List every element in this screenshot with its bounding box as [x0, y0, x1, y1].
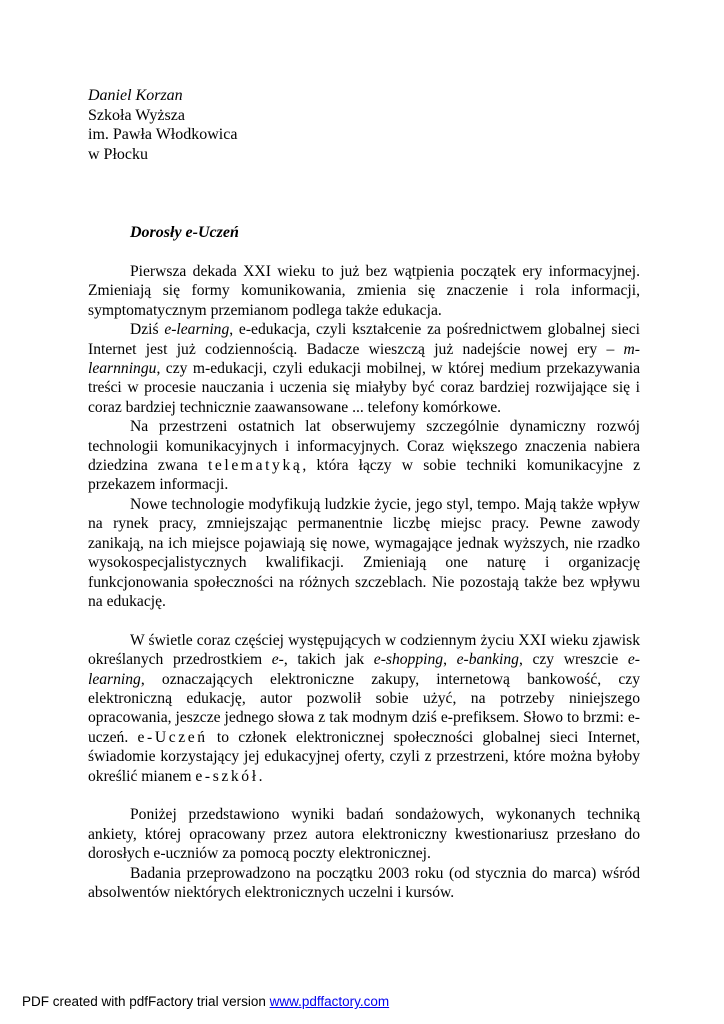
paragraph-2: Dziś e-learning, e-edukacja, czyli kształcenie za pośrednictwem globalnej sieci Internet jest już codziennością. Badacze wieszczą już nadejście nowej ery – m-learnningu, czy m-edukacji, czyli edukacji mobilnej, w której medium przekazywania treści w procesie nauczania i uczenia się miałyby być coraz bardziej rozwijające się i coraz bardziej technicznie zaawansowane ... telefony komórkowe.: [88, 321, 640, 416]
pdf-footer: [22, 994, 389, 1010]
paragraph-3: Na przestrzeni ostatnich lat obserwujemy szczególnie dynamiczny rozwój technologii komunikacyjnych i informacyjnych. Coraz większego znaczenia nabiera dziedzina zwana telematyką, która łączy w sobie techniki komunikacyjne z przekazem informacji.: [88, 418, 640, 494]
article-body: [88, 262, 640, 902]
author-city: w Płocku: [88, 145, 148, 163]
author-institution-line-1: Szkoła Wyższa: [88, 106, 185, 124]
paragraph-7: Badania przeprowadzono na początku 2003 roku (od stycznia do marca) wśród absolwentów niektórych elektronicznych uczelni i kursów.: [88, 864, 640, 901]
footer-text: PDF created with pdfFactory trial version: [22, 994, 270, 1009]
author-block: [88, 86, 237, 164]
paragraph-6: Poniżej przedstawiono wyniki badań sondażowych, wykonanych techniką ankiety, której opracowany przez autora elektroniczny kwestionariusz przesłano do dorosłych e-uczniów za pomocą poczty elektronicznej.: [88, 806, 640, 863]
pdffactory-link[interactable]: www.pdffactory.com: [269, 994, 390, 1009]
author-institution-line-2: im. Pawła Włodkowica: [88, 126, 238, 143]
paragraph-1: Pierwsza dekada XXI wieku to już bez wątpienia początek ery informacyjnej. Zmieniają się formy komunikowania, zmienia się znaczenie i rola informacji, symptomatycznym przemianom podlega także edukacja.: [88, 263, 640, 319]
author-name: Daniel Korzan: [88, 87, 183, 104]
paragraph-5: W świetle coraz częściej występujących w codziennym życiu XXI wieku zjawisk określanych przedrostkiem e-, takich jak e-shopping, e-banking, czy wreszcie e-learning, oznaczających elektroniczne zakupy, internetową bankowość, czy elektroniczną edukację, autor pozwolił sobie użyć, na potrzeby niniejszego opracowania, jeszcze jednego słowa z tak modnym dziś e-prefiksem. Słowo to brzmi: e-uczeń. e-Uczeń to członek elektronicznej społeczności globalnej sieci Internet, świadomie korzystający jej edukacyjnej oferty, czyli z przestrzeni, które można byłoby określić mianem e-szkół.: [88, 631, 641, 785]
article-title: Dorosły e-Uczeń: [130, 224, 239, 241]
paragraph-4: Nowe technologie modyfikują ludzkie życie, jego styl, tempo. Mają także wpływ na rynek pracy, zmniejszając permanentnie liczbę miejsc pracy. Pewne zawody zanikają, na ich miejsce pojawiają się nowe, wymagające jednak wyższych, nie rzadko wysokospecjalistycznych kwalifikacji. Zmieniają one naturę i organizację funkcjonowania społeczności na różnych szczeblach. Nie pozostają także bez wpływu na edukację.: [88, 495, 640, 610]
